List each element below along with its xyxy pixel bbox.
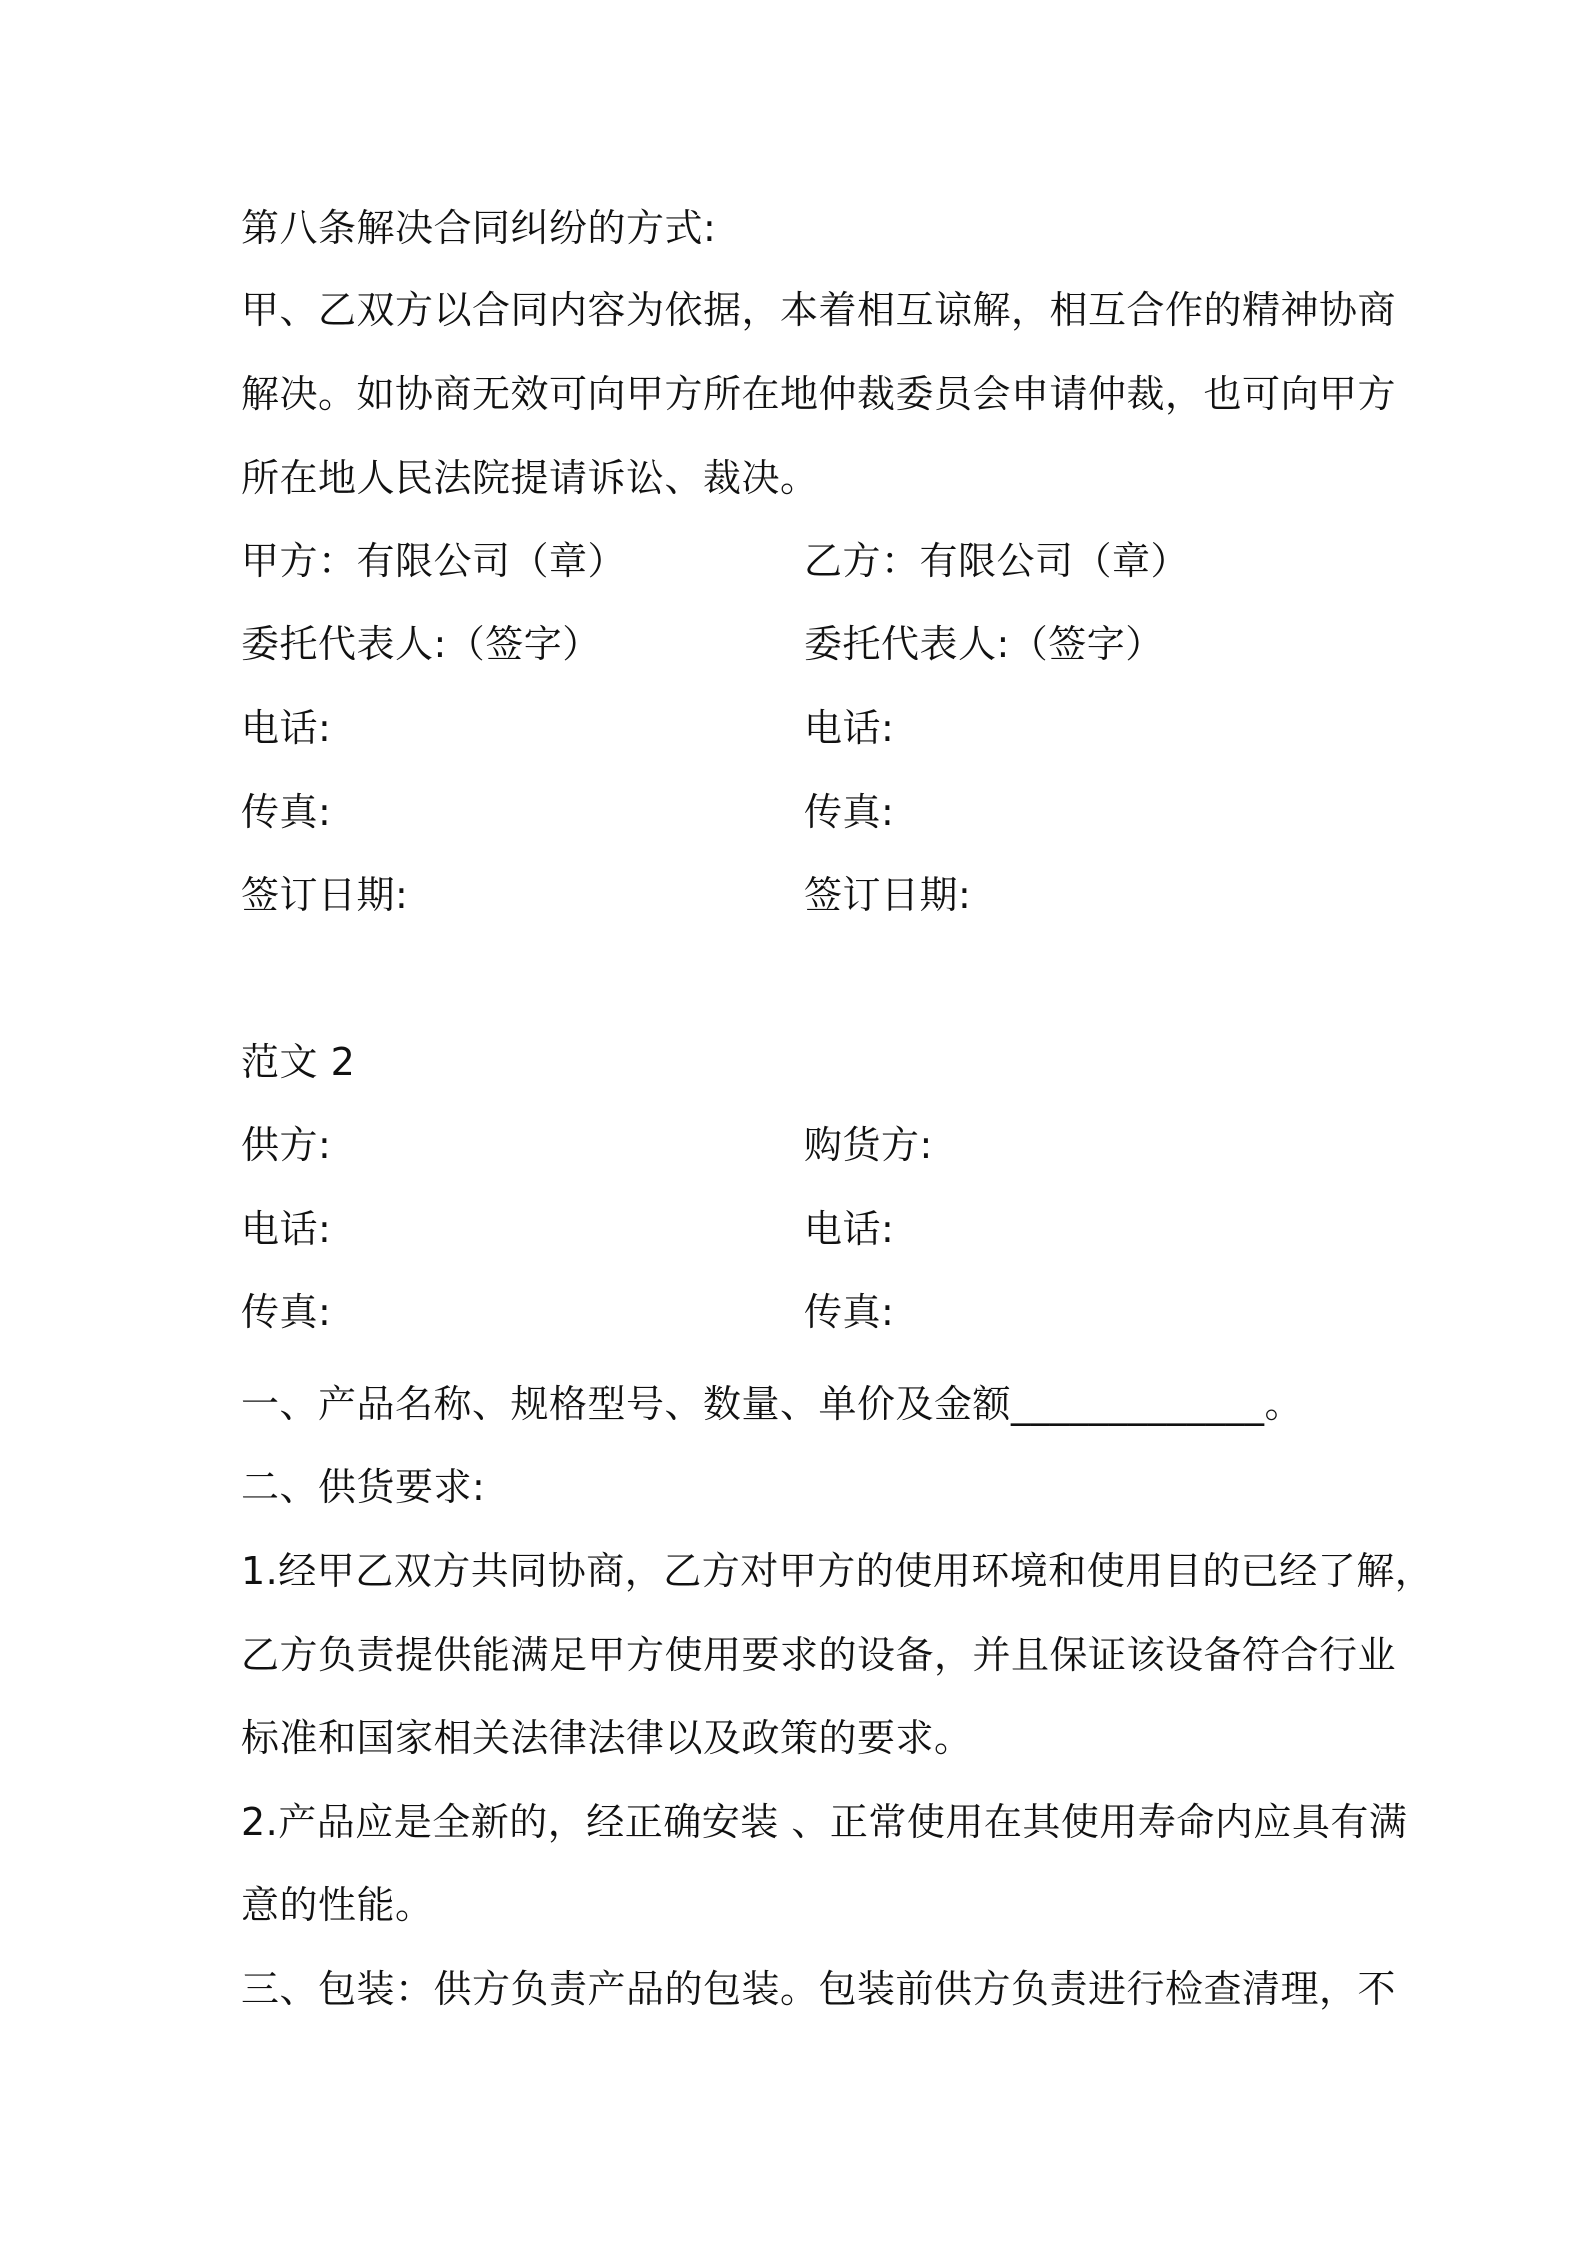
- party-b-fax: 传真:: [804, 790, 895, 834]
- party-a-representative: 委托代表人:（签字）: [241, 622, 601, 666]
- supplier-phone: 电话:: [241, 1207, 332, 1251]
- buyer-fax: 传真:: [804, 1290, 895, 1334]
- article8-heading: 第八条解决合同纠纷的方式:: [241, 206, 717, 250]
- party-a-label: 甲方：有限公司（章）: [241, 539, 627, 583]
- requirement-1-line: 乙方负责提供能满足甲方使用要求的设备，并且保证该设备符合行业: [241, 1633, 1397, 1677]
- party-b-sign-date: 签订日期:: [804, 873, 972, 917]
- requirement-2-line: 2.产品应是全新的，经正确安装 、正常使用在其使用寿命内应具有满: [241, 1800, 1408, 1844]
- sample2-title: 范文 2: [241, 1040, 356, 1084]
- requirement-1-line: 1.经甲乙双方共同协商，乙方对甲方的使用环境和使用目的已经了解，: [241, 1549, 1434, 1593]
- article8-paragraph-line: 所在地人民法院提请诉讼、裁决。: [241, 456, 819, 500]
- party-a-phone: 电话:: [241, 706, 332, 750]
- clause-3-packaging: 三、包装：供方负责产品的包装。包装前供方负责进行检查清理，不: [241, 1967, 1397, 2011]
- requirement-2-line: 意的性能。: [241, 1883, 434, 1927]
- clause-1-product-info: 一、产品名称、规格型号、数量、单价及金额_____________。: [241, 1382, 1304, 1426]
- party-a-sign-date: 签订日期:: [241, 873, 409, 917]
- party-b-phone: 电话:: [804, 706, 895, 750]
- party-b-representative: 委托代表人:（签字）: [804, 622, 1164, 666]
- supplier-fax: 传真:: [241, 1290, 332, 1334]
- requirement-1-line: 标准和国家相关法律法律以及政策的要求。: [241, 1716, 973, 1760]
- article8-paragraph-line: 解决。如协商无效可向甲方所在地仲裁委员会申请仲裁，也可向甲方: [241, 372, 1397, 416]
- article8-paragraph-line: 甲、乙双方以合同内容为依据，本着相互谅解，相互合作的精神协商: [241, 288, 1397, 332]
- party-a-fax: 传真:: [241, 790, 332, 834]
- document-page: [241, 0, 1434, 2244]
- buyer-label: 购货方:: [804, 1123, 933, 1167]
- party-b-label: 乙方：有限公司（章）: [804, 539, 1190, 583]
- buyer-phone: 电话:: [804, 1207, 895, 1251]
- supplier-label: 供方:: [241, 1123, 332, 1167]
- clause-2-heading: 二、供货要求:: [241, 1465, 486, 1509]
